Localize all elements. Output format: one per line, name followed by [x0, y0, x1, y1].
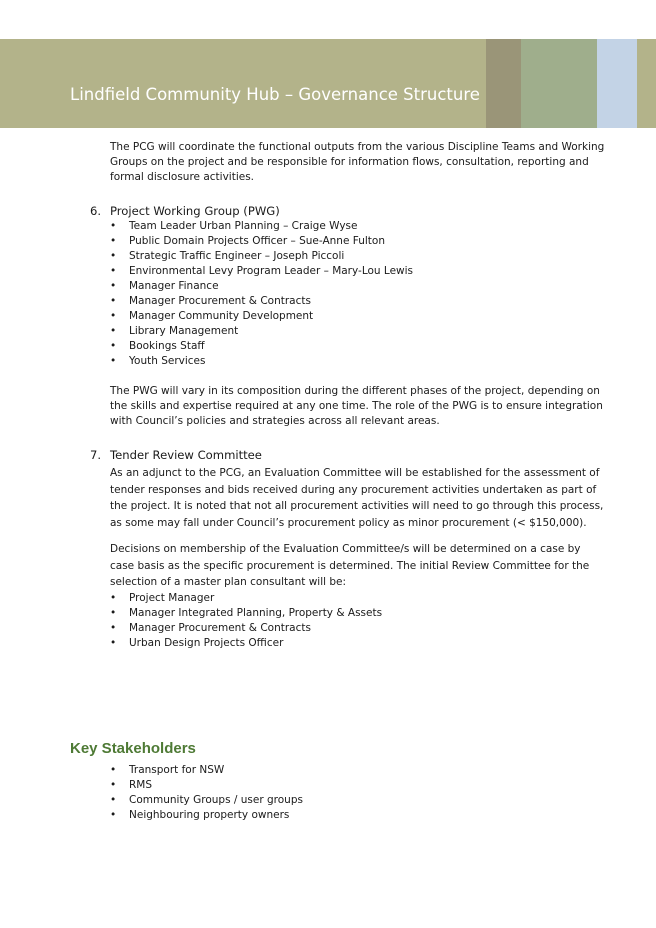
key-stakeholders-heading: Key Stakeholders	[70, 740, 196, 757]
list-item: • RMS	[110, 778, 605, 793]
review-committee-list	[110, 591, 605, 651]
list-item: • Youth Services	[110, 354, 605, 369]
list-item: • Transport for NSW	[110, 763, 605, 778]
section-7-heading	[90, 447, 605, 463]
list-item: • Manager Integrated Planning, Property & Assets	[110, 606, 605, 621]
document-body	[90, 140, 605, 651]
list-item: • Strategic Traffic Engineer – Joseph Piccoli	[110, 249, 605, 264]
list-item: • Manager Procurement & Contracts	[110, 621, 605, 636]
list-item: • Bookings Staff	[110, 339, 605, 354]
header-band	[0, 39, 656, 128]
header-stripe-olive	[637, 39, 656, 128]
tender-paragraph-2: Decisions on membership of the Evaluation Committee/s will be determined on a case by case basis as the specific procurement is determined. The initial Review Committee for the selection of a master plan consultant will be:	[110, 543, 590, 588]
list-item: • Neighbouring property owners	[110, 808, 605, 823]
pwg-paragraph: The PWG will vary in its composition during the different phases of the project, depending on the skills and expertise required at any one time. The role of the PWG is to ensure integration with Council’s policies and strategies across all relevant areas.	[110, 385, 603, 427]
key-stakeholders-list	[110, 763, 605, 823]
header-stripe-taupe	[486, 39, 521, 128]
tender-paragraph-1: As an adjunct to the PCG, an Evaluation Committee will be established for the assessment of tender responses and bids received during any procurement activities undertaken as part of the project. It is noted that not all procurement activities will need to go through this process, as some may fall under Council’s procurement policy as minor procurement (< $150,000).	[110, 467, 604, 529]
list-item: • Project Manager	[110, 591, 605, 606]
intro-paragraph: The PCG will coordinate the functional outputs from the various Discipline Teams and Working Groups on the project and be responsible for information flows, consultation, reporting and formal disclosure activities.	[110, 141, 605, 183]
pwg-member-list	[110, 219, 605, 369]
section-6-title: Project Working Group (PWG)	[110, 204, 280, 218]
section-7-number: 7.	[90, 448, 102, 462]
list-item: • Team Leader Urban Planning – Craige Wyse	[110, 219, 605, 234]
list-item: • Public Domain Projects Officer – Sue-Anne Fulton	[110, 234, 605, 249]
header-stripe-sage	[521, 39, 597, 128]
section-7-title: Tender Review Committee	[110, 448, 262, 462]
list-item: • Community Groups / user groups	[110, 793, 605, 808]
list-item: • Urban Design Projects Officer	[110, 636, 605, 651]
list-item: • Manager Community Development	[110, 309, 605, 324]
header-stripe-blue	[597, 39, 637, 128]
page-title: Lindfield Community Hub – Governance Structure	[70, 85, 480, 104]
list-item: • Environmental Levy Program Leader – Mary-Lou Lewis	[110, 264, 605, 279]
list-item: • Manager Finance	[110, 279, 605, 294]
list-item: • Manager Procurement & Contracts	[110, 294, 605, 309]
section-6-number: 6.	[90, 204, 102, 218]
section-6-heading	[90, 203, 605, 219]
list-item: • Library Management	[110, 324, 605, 339]
